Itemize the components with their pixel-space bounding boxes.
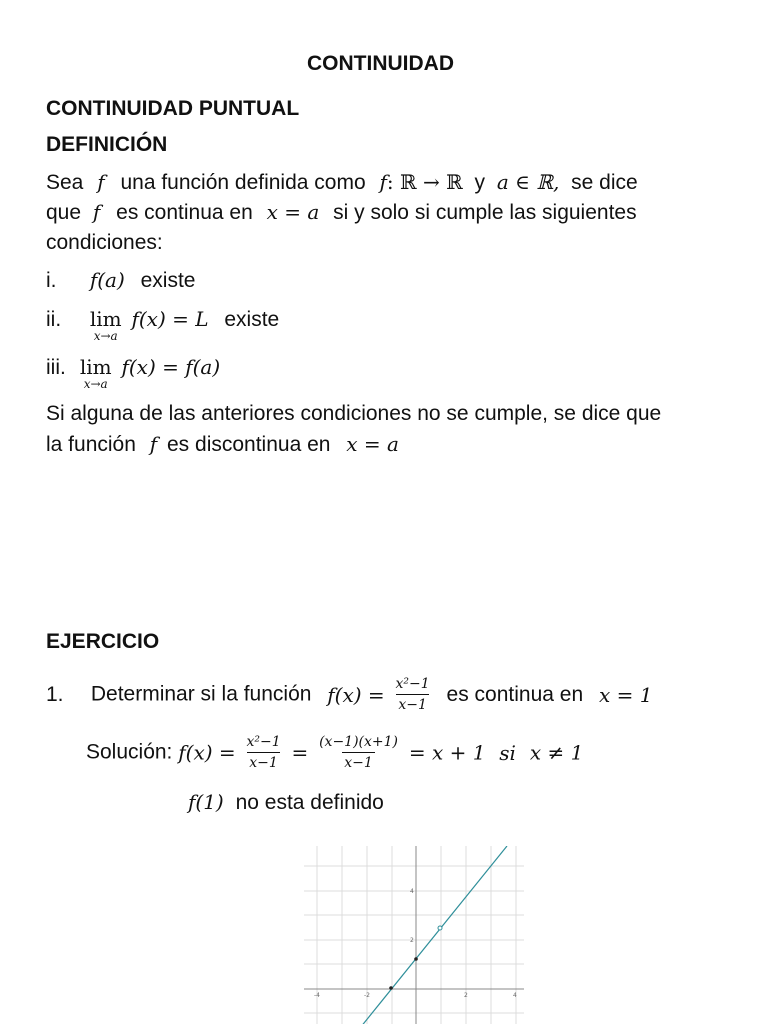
point-x-intercept xyxy=(389,986,393,990)
text: si y solo si cumple las siguientes xyxy=(333,201,637,224)
definition-heading: DEFINICIÓN xyxy=(46,133,168,156)
math-result: = x + 1 xyxy=(408,740,486,765)
denominator: x−1 xyxy=(396,694,429,713)
condition-number: iii. xyxy=(46,356,66,379)
text: una función definida como xyxy=(120,171,366,194)
math-equals: = xyxy=(291,740,309,765)
math-x-eq-a: x = a xyxy=(266,200,320,224)
definition-line-1 xyxy=(46,172,638,193)
limit xyxy=(90,309,122,342)
numerator: x²−1 xyxy=(246,734,281,750)
solution-line xyxy=(86,734,583,771)
condition-ii xyxy=(46,309,279,342)
text: la función xyxy=(46,433,136,456)
text: Sea xyxy=(46,171,84,194)
condition-number: i. xyxy=(46,269,57,292)
denominator: x−1 xyxy=(247,752,280,771)
text: se dice xyxy=(571,171,638,194)
hole-point xyxy=(438,926,442,930)
math-f: f xyxy=(97,170,105,194)
condition-iii xyxy=(46,357,220,390)
exercise-statement xyxy=(46,676,652,713)
math-expr: f(x) = f(a) xyxy=(121,355,221,379)
text: es continua en xyxy=(446,682,584,706)
text: no esta definido xyxy=(235,791,384,814)
text: existe xyxy=(224,308,280,331)
page-title: CONTINUIDAD xyxy=(307,52,454,75)
math-condition: x ≠ 1 xyxy=(529,740,584,765)
denominator: x−1 xyxy=(342,752,375,771)
f1-line xyxy=(188,792,384,813)
numerator: x²−1 xyxy=(395,676,430,692)
x-tick-label: 2 xyxy=(464,992,468,999)
text: es continua en xyxy=(116,201,253,224)
discontinuity-line-2 xyxy=(46,434,399,455)
lim-sub: x→a xyxy=(83,377,108,391)
math-fx: f(x) = xyxy=(327,682,385,707)
math-f1: f(1) xyxy=(188,790,224,814)
point-y-intercept xyxy=(414,957,418,961)
math-f: f xyxy=(379,170,387,194)
text: existe xyxy=(140,269,196,292)
fraction xyxy=(394,676,432,713)
math-f: f xyxy=(92,200,101,224)
definition-line-3: condiciones: xyxy=(46,231,163,254)
definition-line-2 xyxy=(46,202,637,223)
grid xyxy=(304,846,524,1024)
x-tick-label: 4 xyxy=(513,992,517,999)
condition-i xyxy=(46,270,195,291)
solution-label: Solución: xyxy=(86,740,173,764)
math-expr: f(x) = L xyxy=(131,307,209,331)
lim-label: lim xyxy=(79,355,112,379)
function-line xyxy=(360,846,507,1024)
condition-number: ii. xyxy=(46,308,62,331)
fraction xyxy=(317,734,400,771)
math-x-eq-a: x = a xyxy=(346,432,399,456)
exercise-heading: EJERCICIO xyxy=(46,630,160,653)
discontinuity-line-1: Si alguna de las anteriores condiciones no se cumple, se dice que xyxy=(46,402,662,425)
text: Determinar si la función xyxy=(90,682,312,706)
numerator: (x−1)(x+1) xyxy=(319,734,399,750)
text: es discontinua en xyxy=(167,433,331,456)
fraction xyxy=(244,734,282,771)
math-a-in-r: a ∈ ℝ, xyxy=(496,170,560,194)
x-tick-label: -2 xyxy=(364,992,370,999)
lim-sub: x→a xyxy=(93,329,118,343)
math-si: si xyxy=(499,740,516,765)
y-tick-label: 2 xyxy=(410,937,414,944)
lim-label: lim xyxy=(89,307,122,331)
exercise-number: 1. xyxy=(46,682,64,706)
text: que xyxy=(46,201,82,224)
text: y xyxy=(474,171,486,194)
section-heading: CONTINUIDAD PUNTUAL xyxy=(46,97,300,120)
function-graph xyxy=(304,846,524,1024)
x-tick-label: -4 xyxy=(314,992,320,999)
limit xyxy=(80,357,112,390)
math-f: f xyxy=(149,432,158,456)
math-x-eq-1: x = 1 xyxy=(598,682,653,707)
math-expr: f(a) xyxy=(89,268,125,292)
math-mapping: : ℝ → ℝ xyxy=(386,170,463,194)
y-tick-label: 4 xyxy=(410,888,414,895)
math-fx: f(x) = xyxy=(178,740,236,765)
